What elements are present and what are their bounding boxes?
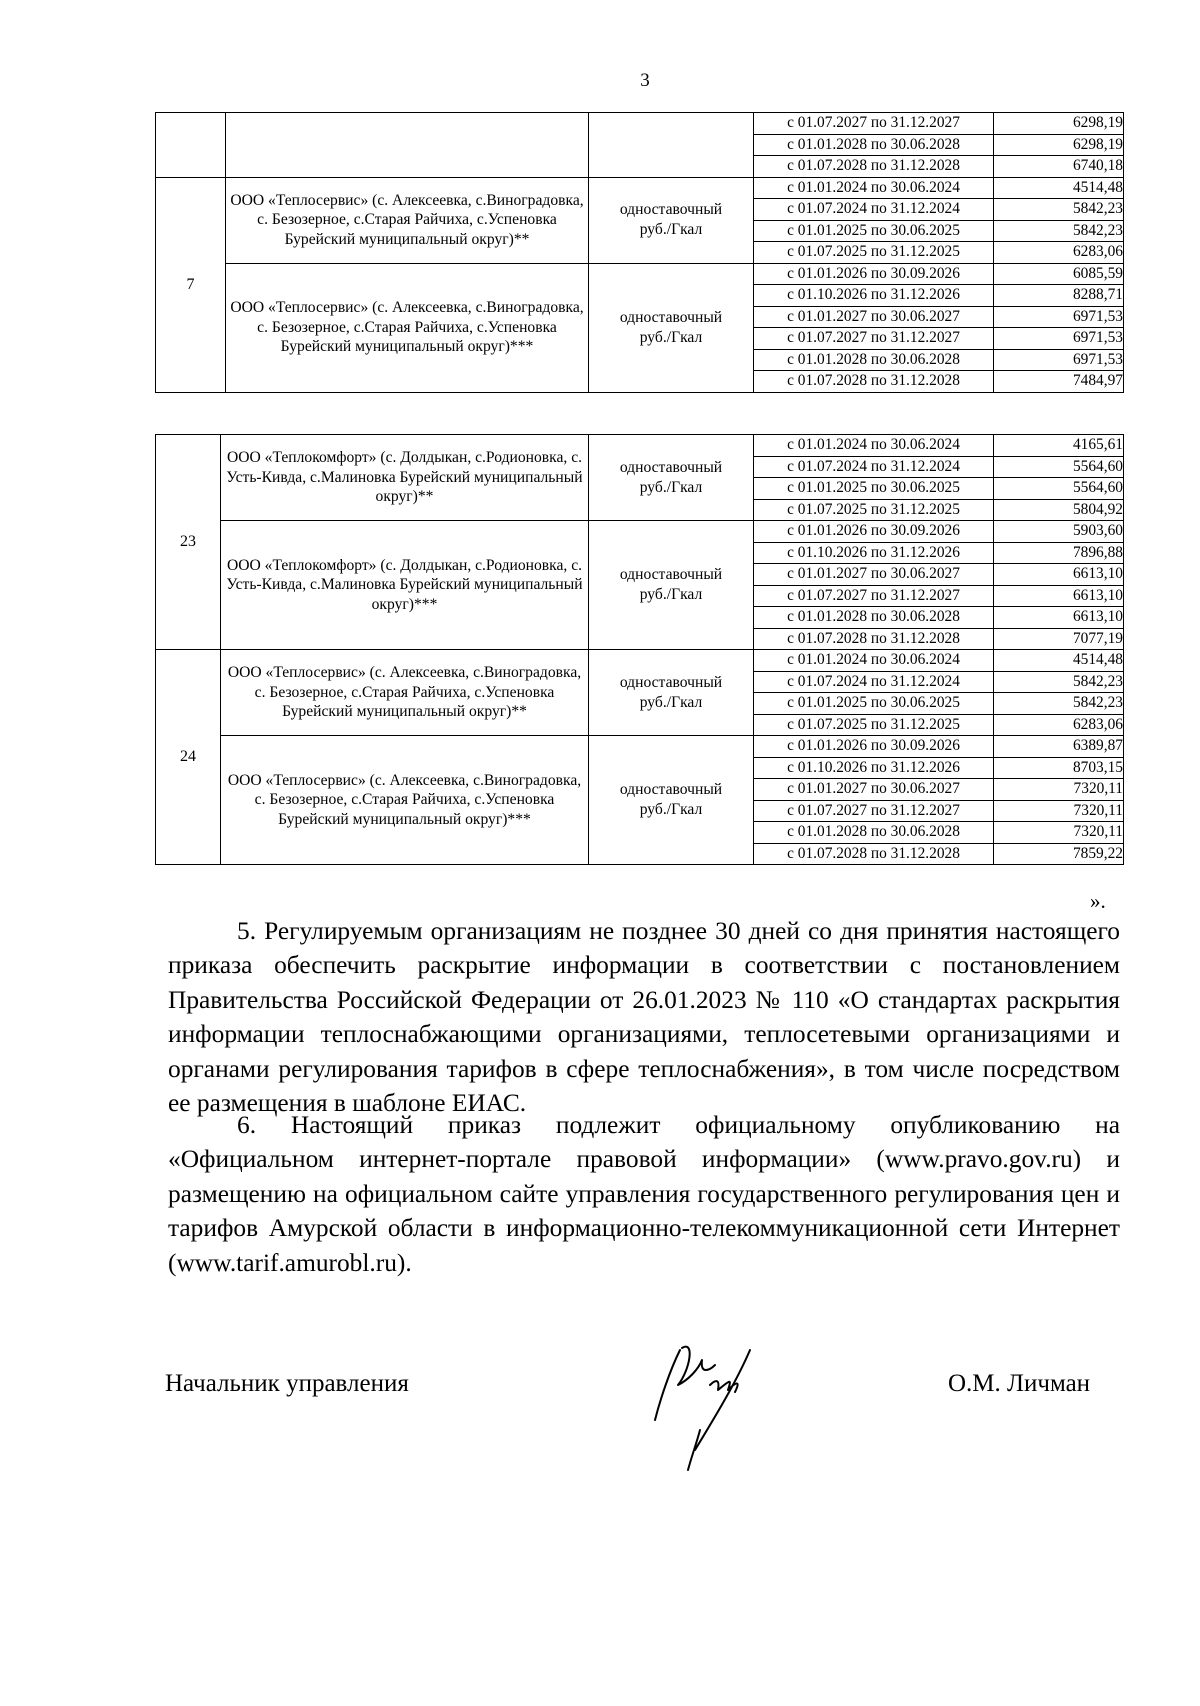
tariff-unit-label: руб./Гкал [639, 221, 703, 238]
row-number-cell: 23 [156, 435, 221, 650]
table-row [156, 263, 1124, 285]
tariff-value-cell: 8703,15 [994, 757, 1124, 779]
tariff-value-cell: 6971,53 [994, 328, 1124, 350]
tariff-value-cell: 7077,19 [994, 628, 1124, 650]
paragraph-6 [168, 1108, 1120, 1280]
period-cell: с 01.07.2027 по 31.12.2027 [754, 328, 994, 350]
period-cell: с 01.07.2025 по 31.12.2025 [754, 499, 994, 521]
tariff-value-cell: 6283,06 [994, 242, 1124, 264]
period-cell: с 01.01.2026 по 30.09.2026 [754, 521, 994, 543]
tariff-value-cell: 6613,10 [994, 585, 1124, 607]
organization-cell: ООО «Теплокомфорт» (с. Долдыкан, с.Родионовка, с. Усть-Кивда, с.Малиновка Бурейский муниципальный округ)*** [221, 521, 589, 650]
tariff-value-cell: 5804,92 [994, 499, 1124, 521]
period-cell: с 01.01.2025 по 30.06.2025 [754, 693, 994, 715]
tariff-value-cell: 6283,06 [994, 714, 1124, 736]
period-cell: с 01.10.2026 по 31.12.2026 [754, 542, 994, 564]
tariff-type-label: одноставочный [619, 308, 723, 326]
tariff-type-label: одноставочный [619, 566, 723, 583]
tariff-value-cell: 7320,11 [994, 800, 1124, 822]
tariff-type-label: одноставочный [619, 458, 723, 476]
period-cell: с 01.07.2028 по 31.12.2028 [754, 843, 994, 865]
tariff-value-cell: 5842,23 [994, 199, 1124, 221]
tariff-value-cell: 5842,23 [994, 220, 1124, 242]
period-cell: с 01.01.2027 по 30.06.2027 [754, 564, 994, 586]
period-cell: с 01.07.2028 по 31.12.2028 [754, 628, 994, 650]
tariff-value-cell: 7896,88 [994, 542, 1124, 564]
period-cell: с 01.01.2024 по 30.06.2024 [754, 177, 994, 199]
tariff-value-cell: 6613,10 [994, 607, 1124, 629]
tariff-type-cell [589, 650, 754, 736]
tariff-value-cell: 5564,60 [994, 478, 1124, 500]
period-cell: с 01.07.2024 по 31.12.2024 [754, 671, 994, 693]
table-row [156, 521, 1124, 543]
table-row [156, 177, 1124, 199]
tariff-unit-label: руб./Гкал [639, 693, 703, 711]
tariff-value-cell: 6613,10 [994, 564, 1124, 586]
period-cell: с 01.07.2027 по 31.12.2027 [754, 585, 994, 607]
organization-cell: ООО «Теплокомфорт» (с. Долдыкан, с.Родионовка, с. Усть-Кивда, с.Малиновка Бурейский муниципальный округ)** [221, 435, 589, 521]
tariff-unit-label: руб./Гкал [639, 328, 703, 346]
period-cell: с 01.07.2025 по 31.12.2025 [754, 242, 994, 264]
period-cell: с 01.07.2028 по 31.12.2028 [754, 156, 994, 178]
tariff-table-continued [155, 112, 1124, 393]
tariff-type-label: одноставочный [619, 201, 723, 218]
period-cell: с 01.01.2024 по 30.06.2024 [754, 650, 994, 672]
table-row [156, 435, 1124, 457]
row-number-cell: 24 [156, 650, 221, 865]
signatory-name: О.М. Личман [948, 1370, 1091, 1397]
period-cell: с 01.01.2028 по 30.06.2028 [754, 134, 994, 156]
tariff-type-cell [589, 736, 754, 865]
tariff-type-cell [589, 521, 754, 650]
tariff-value-cell: 5564,60 [994, 456, 1124, 478]
tariff-value-cell: 4165,61 [994, 435, 1124, 457]
tariff-value-cell: 5842,23 [994, 671, 1124, 693]
period-cell: с 01.07.2028 по 31.12.2028 [754, 371, 994, 393]
closing-quote: ». [1090, 889, 1106, 913]
period-cell: с 01.07.2024 по 31.12.2024 [754, 199, 994, 221]
tariff-value-cell: 4514,48 [994, 177, 1124, 199]
organization-cell [226, 113, 589, 178]
row-number-cell: 7 [156, 177, 226, 392]
period-cell: с 01.01.2026 по 30.09.2026 [754, 736, 994, 758]
tariff-type-label: одноставочный [619, 673, 723, 691]
tariff-value-cell: 7320,11 [994, 779, 1124, 801]
paragraph-5 [168, 914, 1120, 1120]
tariff-value-cell: 4514,48 [994, 650, 1124, 672]
paragraph-6-text: 6. Настоящий приказ подлежит официальному опубликованию на «Официальном интернет-портале правовой информации» (www.pravo.gov.ru) и размещению на официальном сайте управления государственного регулирования цен и тарифов Амурской области в информационно-телекоммуникационной сети Интернет (www.tarif.amurobl.ru). [168, 1111, 1120, 1277]
period-cell: с 01.01.2027 по 30.06.2027 [754, 306, 994, 328]
period-cell: с 01.01.2026 по 30.09.2026 [754, 263, 994, 285]
tariff-type-cell [589, 177, 754, 263]
period-cell: с 01.07.2027 по 31.12.2027 [754, 113, 994, 135]
signatory-title: Начальник управления [165, 1370, 409, 1397]
organization-cell: ООО «Теплосервис» (с. Алексеевка, с.Виноградовка, с. Безозерное, с.Старая Райчиха, с.Успеновка Бурейский муниципальный округ)*** [226, 263, 589, 392]
period-cell: с 01.01.2028 по 30.06.2028 [754, 607, 994, 629]
tariff-value-cell: 6389,87 [994, 736, 1124, 758]
signature-image [640, 1330, 810, 1480]
period-cell: с 01.10.2026 по 31.12.2026 [754, 285, 994, 307]
organization-cell: ООО «Теплосервис» (с. Алексеевка, с.Виноградовка, с. Безозерное, с.Старая Райчиха, с.Успеновка Бурейский муниципальный округ)** [221, 650, 589, 736]
tariff-type-cell [589, 263, 754, 392]
period-cell: с 01.01.2024 по 30.06.2024 [754, 435, 994, 457]
tariff-value-cell: 8288,71 [994, 285, 1124, 307]
tariff-type-cell [589, 113, 754, 178]
period-cell: с 01.10.2026 по 31.12.2026 [754, 757, 994, 779]
period-cell: с 01.01.2025 по 30.06.2025 [754, 220, 994, 242]
tariff-value-cell: 6298,19 [994, 134, 1124, 156]
period-cell: с 01.01.2028 по 30.06.2028 [754, 822, 994, 844]
tariff-type-cell [589, 435, 754, 521]
tariff-unit-label: руб./Гкал [639, 586, 703, 603]
period-cell: с 01.07.2025 по 31.12.2025 [754, 714, 994, 736]
tariff-value-cell: 5842,23 [994, 693, 1124, 715]
tariff-table-second [155, 434, 1124, 865]
tariff-value-cell: 6971,53 [994, 306, 1124, 328]
table-row [156, 650, 1124, 672]
period-cell: с 01.01.2028 по 30.06.2028 [754, 349, 994, 371]
tariff-value-cell: 6971,53 [994, 349, 1124, 371]
tariff-value-cell: 7859,22 [994, 843, 1124, 865]
tariff-value-cell: 5903,60 [994, 521, 1124, 543]
tariff-value-cell: 7484,97 [994, 371, 1124, 393]
organization-cell: ООО «Теплосервис» (с. Алексеевка, с.Виноградовка, с. Безозерное, с.Старая Райчиха, с.Успеновка Бурейский муниципальный округ)*** [221, 736, 589, 865]
period-cell: с 01.07.2024 по 31.12.2024 [754, 456, 994, 478]
tariff-type-label: одноставочный [619, 781, 723, 798]
table-row [156, 113, 1124, 135]
tariff-value-cell: 6085,59 [994, 263, 1124, 285]
tariff-unit-label: руб./Гкал [639, 801, 703, 818]
table-row [156, 736, 1124, 758]
tariff-value-cell: 6740,18 [994, 156, 1124, 178]
tariff-value-cell: 6298,19 [994, 113, 1124, 135]
tariff-value-cell: 7320,11 [994, 822, 1124, 844]
tariff-unit-label: руб./Гкал [639, 478, 703, 496]
page-number: 3 [640, 70, 650, 91]
row-number-cell [156, 113, 226, 178]
period-cell: с 01.01.2025 по 30.06.2025 [754, 478, 994, 500]
organization-cell: ООО «Теплосервис» (с. Алексеевка, с.Виноградовка, с. Безозерное, с.Старая Райчиха, с.Успеновка Бурейский муниципальный округ)** [226, 177, 589, 263]
period-cell: с 01.07.2027 по 31.12.2027 [754, 800, 994, 822]
period-cell: с 01.01.2027 по 30.06.2027 [754, 779, 994, 801]
paragraph-5-text: 5. Регулируемым организациям не позднее 30 дней со дня принятия настоящего приказа обеспечить раскрытие информации в соответствии с постановлением Правительства Российской Федерации от 26.01.2023 № 110 «О стандартах раскрытия информации теплоснабжающими организациями, теплосетевыми организациями и органами регулирования тарифов в сфере теплоснабжения», в том числе посредством ее размещения в шаблоне ЕИАС. [168, 917, 1120, 1118]
